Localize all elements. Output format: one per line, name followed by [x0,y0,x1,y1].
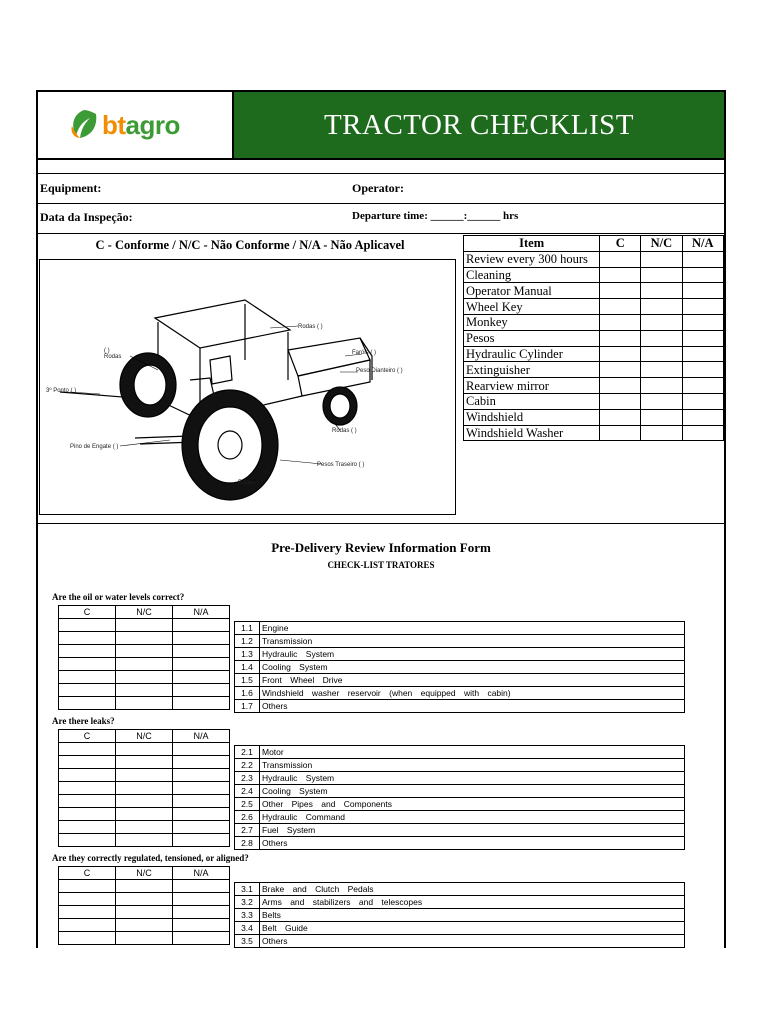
item-number: 1.2 [235,635,260,648]
check-cell[interactable] [59,893,116,906]
item-text: Front Wheel Drive [260,674,685,687]
col-na: N/A [173,867,230,880]
check-cell[interactable] [641,283,682,299]
check-cell[interactable] [173,684,230,697]
item-text: Others [260,935,685,948]
check-cell[interactable] [116,906,173,919]
list-item [235,635,685,648]
check-cell[interactable] [116,932,173,945]
check-cell[interactable] [682,409,723,425]
check-cell[interactable] [59,906,116,919]
list-item [235,935,685,948]
check-cell[interactable] [173,756,230,769]
check-cell[interactable] [59,684,116,697]
checklist-section-1 [234,621,685,713]
items-header-na: N/A [682,236,723,252]
items-header-c: C [600,236,641,252]
list-item [235,798,685,811]
items-table [463,235,724,441]
item-number: 2.1 [235,746,260,759]
header-band [38,92,724,160]
tractor-diagram [39,259,456,515]
item-number: 1.5 [235,674,260,687]
status-grid [58,605,230,710]
check-cell[interactable] [116,645,173,658]
item-text: Belts [260,909,685,922]
check-cell[interactable] [59,671,116,684]
item-number: 2.2 [235,759,260,772]
check-cell[interactable] [59,756,116,769]
item-number: 2.4 [235,785,260,798]
item-text: Fuel System [260,824,685,837]
check-cell[interactable] [116,880,173,893]
list-item [235,746,685,759]
check-cell[interactable] [173,671,230,684]
col-c: C [59,606,116,619]
check-cell[interactable] [682,283,723,299]
section-question: Are there leaks? [52,716,115,726]
check-cell[interactable] [173,808,230,821]
table-row [464,425,724,441]
section-question: Are they correctly regulated, tensioned, or aligned? [52,853,249,863]
table-row [464,267,724,283]
check-cell[interactable] [59,821,116,834]
check-cell[interactable] [59,645,116,658]
list-item [235,896,685,909]
check-cell[interactable] [600,251,641,267]
divider [38,173,724,174]
check-cell[interactable] [116,743,173,756]
table-row [464,299,724,315]
list-item [235,622,685,635]
check-cell[interactable] [116,821,173,834]
col-c: C [59,867,116,880]
check-cell[interactable] [173,632,230,645]
item-label: Hydraulic Cylinder [464,346,600,362]
check-cell[interactable] [641,267,682,283]
check-cell[interactable] [116,632,173,645]
check-cell[interactable] [173,932,230,945]
check-cell[interactable] [173,619,230,632]
check-cell[interactable] [600,267,641,283]
table-row [464,251,724,267]
legend-text: C - Conforme / N/C - Não Conforme / N/A - Não Aplicavel [95,238,405,252]
diagram-label: Rodas ( ) [238,480,263,486]
logo-text [102,110,180,141]
table-row [464,409,724,425]
item-text: Hydraulic System [260,772,685,785]
operator-label: Operator: [352,181,404,195]
item-label: Operator Manual [464,283,600,299]
check-cell[interactable] [116,619,173,632]
list-item [235,785,685,798]
check-cell[interactable] [641,425,682,441]
table-row [464,346,724,362]
check-cell[interactable] [173,893,230,906]
item-text: Engine [260,622,685,635]
logo-box [38,92,234,158]
check-cell[interactable] [682,378,723,394]
diagram-label: Rodas [104,354,122,360]
diagram-label: Faróis ( ) [352,350,376,356]
list-item [235,772,685,785]
list-item [235,883,685,896]
check-cell[interactable] [173,919,230,932]
check-cell[interactable] [116,893,173,906]
item-label: Rearview mirror [464,378,600,394]
item-text: Other Pipes and Components [260,798,685,811]
checklist-sheet [36,90,726,948]
item-text: Belt Guide [260,922,685,935]
check-cell[interactable] [600,346,641,362]
check-cell[interactable] [600,283,641,299]
diagram-label: ( ) [104,348,110,354]
check-cell[interactable] [59,619,116,632]
check-cell[interactable] [59,658,116,671]
checklist-section-3 [234,882,685,948]
items-header-nc: N/C [641,236,682,252]
check-cell[interactable] [59,782,116,795]
divider [38,233,724,234]
item-number: 2.6 [235,811,260,824]
item-label: Wheel Key [464,299,600,315]
check-cell[interactable] [116,782,173,795]
check-cell[interactable] [682,267,723,283]
item-text: Windshield washer reservoir (when equipped with cabin) [260,687,685,700]
check-cell[interactable] [682,393,723,409]
check-cell[interactable] [116,919,173,932]
item-text: Brake and Clutch Pedals [260,883,685,896]
item-number: 2.3 [235,772,260,785]
list-item [235,661,685,674]
diagram-label: Pesos Traseiro ( ) [317,462,365,468]
check-cell[interactable] [59,808,116,821]
item-label: Windshield Washer [464,425,600,441]
status-grid [58,729,230,847]
item-label: Windshield [464,409,600,425]
col-nc: N/C [116,730,173,743]
check-cell[interactable] [600,362,641,378]
table-row [464,393,724,409]
item-number: 1.7 [235,700,260,713]
check-cell[interactable] [173,880,230,893]
diagram-label: Peso Dianteiro ( ) [356,368,403,374]
check-cell[interactable] [641,346,682,362]
check-cell[interactable] [641,299,682,315]
check-cell[interactable] [682,251,723,267]
item-text: Cooling System [260,785,685,798]
item-number: 1.4 [235,661,260,674]
item-label: Review every 300 hours [464,251,600,267]
col-nc: N/C [116,867,173,880]
check-cell[interactable] [641,393,682,409]
list-item [235,759,685,772]
divider [38,203,724,204]
divider [38,523,724,524]
col-na: N/A [173,730,230,743]
item-text: Others [260,700,685,713]
check-cell[interactable] [173,743,230,756]
check-cell[interactable] [59,932,116,945]
item-number: 1.1 [235,622,260,635]
diagram-label: Rodas ( ) [298,324,323,330]
col-na: N/A [173,606,230,619]
list-item [235,824,685,837]
item-number: 3.2 [235,896,260,909]
check-cell[interactable] [116,834,173,847]
logo-agro: agro [125,110,180,140]
list-item [235,909,685,922]
item-text: Hydraulic Command [260,811,685,824]
check-cell[interactable] [59,769,116,782]
item-number: 2.7 [235,824,260,837]
check-cell[interactable] [116,756,173,769]
check-cell[interactable] [641,362,682,378]
check-cell[interactable] [173,782,230,795]
item-number: 2.5 [235,798,260,811]
list-item [235,687,685,700]
check-cell[interactable] [600,409,641,425]
list-item [235,811,685,824]
items-header-item: Item [464,236,600,252]
check-cell[interactable] [641,409,682,425]
list-item [235,837,685,850]
check-cell[interactable] [116,658,173,671]
item-number: 1.6 [235,687,260,700]
check-cell[interactable] [116,697,173,710]
item-number: 3.4 [235,922,260,935]
item-text: Arms and stabilizers and telescopes [260,896,685,909]
check-cell[interactable] [173,906,230,919]
check-cell[interactable] [59,743,116,756]
list-item [235,700,685,713]
check-cell[interactable] [600,378,641,394]
list-item [235,648,685,661]
inspection-date-label: Data da Inspeção: [40,210,133,224]
table-row [464,362,724,378]
check-cell[interactable] [600,299,641,315]
check-cell[interactable] [116,684,173,697]
check-cell[interactable] [682,314,723,330]
table-row [464,378,724,394]
item-label: Extinguisher [464,362,600,378]
item-number: 3.5 [235,935,260,948]
leaf-logo-icon [66,106,102,142]
page-title: TRACTOR CHECKLIST [234,92,724,158]
form-title: Pre-Delivery Review Information Form [271,540,491,555]
check-cell[interactable] [116,671,173,684]
form-subtitle: CHECK-LIST TRATORES [327,560,435,570]
diagram-label: Pino de Engate ( ) [70,444,119,450]
check-cell[interactable] [59,880,116,893]
departure-time-label: Departure time: ______:______ hrs [352,210,519,222]
item-label: Monkey [464,314,600,330]
item-number: 2.8 [235,837,260,850]
check-cell[interactable] [641,330,682,346]
item-number: 1.3 [235,648,260,661]
diagram-label: Rodas ( ) [332,428,357,434]
table-row [464,314,724,330]
check-cell[interactable] [682,346,723,362]
diagram-label: 3º Ponto ( ) [46,388,77,394]
item-label: Pesos [464,330,600,346]
item-text: Motor [260,746,685,759]
item-text: Cooling System [260,661,685,674]
list-item [235,674,685,687]
checklist-section-2 [234,745,685,850]
check-cell[interactable] [173,697,230,710]
item-text: Transmission [260,759,685,772]
check-cell[interactable] [59,834,116,847]
item-text: Transmission [260,635,685,648]
col-nc: N/C [116,606,173,619]
check-cell[interactable] [641,314,682,330]
check-cell[interactable] [59,697,116,710]
status-grid [58,866,230,945]
check-cell[interactable] [682,299,723,315]
section-question: Are the oil or water levels correct? [52,592,185,602]
check-cell[interactable] [173,658,230,671]
check-cell[interactable] [173,769,230,782]
check-cell[interactable] [682,330,723,346]
table-row [464,330,724,346]
item-label: Cleaning [464,267,600,283]
check-cell[interactable] [173,795,230,808]
check-cell[interactable] [600,314,641,330]
check-cell[interactable] [600,393,641,409]
table-row [464,283,724,299]
item-number: 3.3 [235,909,260,922]
check-cell[interactable] [600,330,641,346]
check-cell[interactable] [59,795,116,808]
item-label: Cabin [464,393,600,409]
check-cell[interactable] [682,425,723,441]
logo-bt: bt [102,110,126,140]
col-c: C [59,730,116,743]
equipment-label: Equipment: [40,181,102,195]
check-cell[interactable] [173,645,230,658]
check-cell[interactable] [173,834,230,847]
check-cell[interactable] [116,808,173,821]
list-item [235,922,685,935]
item-text: Hydraulic System [260,648,685,661]
check-cell[interactable] [173,821,230,834]
check-cell[interactable] [682,362,723,378]
check-cell[interactable] [600,425,641,441]
check-cell[interactable] [59,632,116,645]
tractor-drawing [40,260,455,514]
item-number: 3.1 [235,883,260,896]
check-cell[interactable] [641,378,682,394]
item-text: Others [260,837,685,850]
check-cell[interactable] [116,769,173,782]
check-cell[interactable] [116,795,173,808]
check-cell[interactable] [59,919,116,932]
check-cell[interactable] [641,251,682,267]
